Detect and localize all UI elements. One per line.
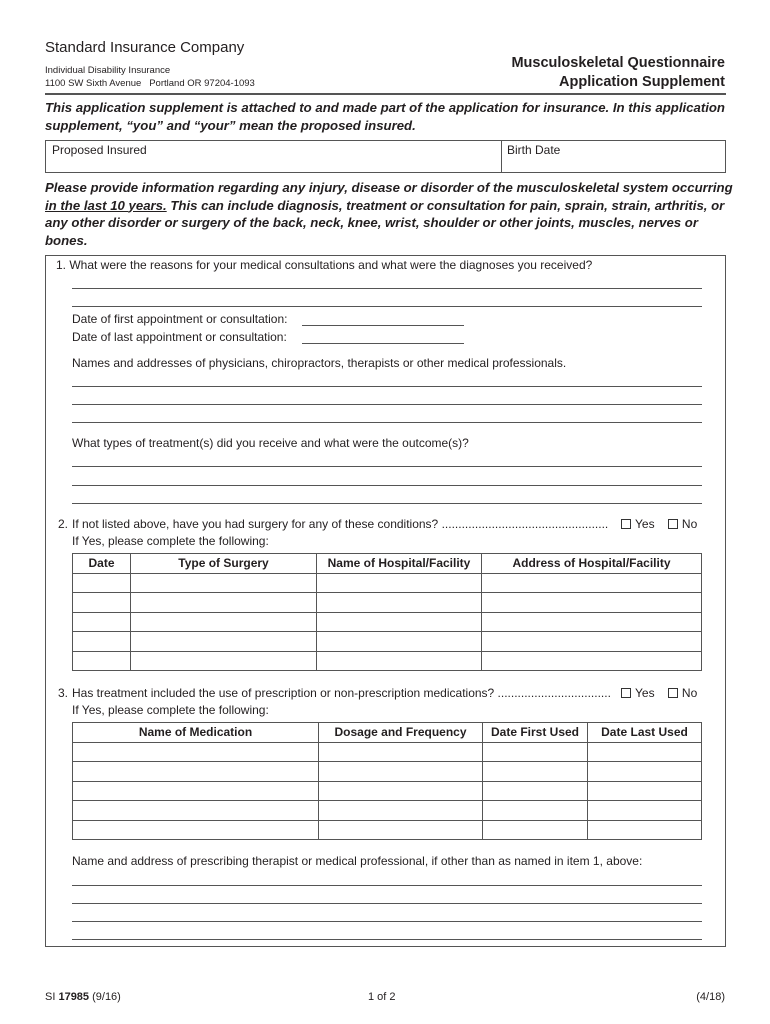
q3-number: 3. [58, 686, 69, 700]
q2-ifyes: If Yes, please complete the following: [72, 534, 269, 548]
table-cell[interactable] [482, 573, 702, 593]
q2-no-checkbox[interactable] [668, 517, 697, 531]
answer-line[interactable] [72, 404, 702, 405]
last-date-line[interactable] [302, 343, 464, 344]
q2-number: 2. [58, 517, 69, 531]
table-cell[interactable] [588, 762, 702, 782]
table-cell[interactable] [319, 742, 483, 762]
table-row [73, 632, 702, 652]
revision-date: (4/18) [696, 991, 725, 1003]
instructions-post: This can include diagnosis, treatment or consultation for pain, sprain, strain, arthritis, or any other disorder or surgery of the back, neck, knee, wrist, shoulder or other joints, muscles, nerves or bones. [45, 197, 725, 248]
no-label: No [681, 517, 698, 531]
table-cell[interactable] [482, 632, 702, 652]
table-cell[interactable] [482, 593, 702, 613]
table-row [73, 762, 702, 782]
instructions-text [45, 179, 735, 249]
q2-yes-no [621, 517, 697, 531]
divider [501, 141, 502, 172]
table-cell[interactable] [483, 820, 588, 840]
table-cell[interactable] [73, 593, 131, 613]
surgery-table [72, 553, 702, 671]
col-hospital-name: Name of Hospital/Facility [317, 554, 482, 574]
table-cell[interactable] [483, 762, 588, 782]
table-cell[interactable] [131, 573, 317, 593]
form-date: (9/16) [89, 991, 121, 1003]
answer-line[interactable] [72, 288, 702, 289]
answer-line[interactable] [72, 466, 702, 467]
instructions-underlined: in the last 10 years. [45, 197, 167, 213]
q3-text: Has treatment included the use of prescription or non-prescription medications? .................................. [72, 686, 611, 700]
table-cell[interactable] [317, 612, 482, 632]
yes-label: Yes [635, 517, 655, 531]
q2-yes-checkbox[interactable] [621, 517, 655, 531]
table-cell[interactable] [483, 781, 588, 801]
answer-line[interactable] [72, 903, 702, 904]
answer-line[interactable] [72, 885, 702, 886]
form-number: 17985 [58, 991, 90, 1003]
insured-box [45, 140, 726, 173]
table-cell[interactable] [73, 801, 319, 821]
table-cell[interactable] [588, 820, 702, 840]
table-cell[interactable] [73, 651, 131, 671]
table-cell[interactable] [131, 612, 317, 632]
last-date-label: Date of last appointment or consultation: [72, 330, 287, 344]
q1-text: 1. What were the reasons for your medical consultations and what were the diagnoses you received? [56, 258, 593, 272]
form-subtitle: Application Supplement [559, 74, 725, 90]
table-cell[interactable] [482, 651, 702, 671]
prescriber-label: Name and address of prescribing therapist or medical professional, if other than as named in item 1, above: [72, 854, 643, 868]
col-date-last-used: Date Last Used [588, 723, 702, 743]
table-cell[interactable] [588, 801, 702, 821]
table-cell[interactable] [319, 820, 483, 840]
table-cell[interactable] [73, 742, 319, 762]
proposed-insured-label: Proposed Insured [52, 143, 147, 157]
table-row [73, 651, 702, 671]
col-date: Date [73, 554, 131, 574]
form-title: Musculoskeletal Questionnaire [511, 55, 725, 71]
table-cell[interactable] [317, 573, 482, 593]
table-cell[interactable] [131, 593, 317, 613]
table-cell[interactable] [131, 632, 317, 652]
q3-yes-checkbox[interactable] [621, 686, 655, 700]
names-label: Names and addresses of physicians, chiropractors, therapists or other medical professionals. [72, 356, 567, 370]
col-dosage: Dosage and Frequency [319, 723, 483, 743]
table-cell[interactable] [131, 651, 317, 671]
yes-label: Yes [635, 686, 655, 700]
q3-no-checkbox[interactable] [668, 686, 697, 700]
table-row [73, 781, 702, 801]
table-cell[interactable] [73, 820, 319, 840]
table-cell[interactable] [73, 612, 131, 632]
col-hospital-address: Address of Hospital/Facility [482, 554, 702, 574]
table-cell[interactable] [317, 651, 482, 671]
answer-line[interactable] [72, 921, 702, 922]
table-cell[interactable] [319, 762, 483, 782]
q2-text: If not listed above, have you had surgery for any of these conditions? .................................................. [72, 517, 609, 531]
table-cell[interactable] [482, 612, 702, 632]
table-cell[interactable] [73, 632, 131, 652]
col-medication-name: Name of Medication [73, 723, 319, 743]
table-cell[interactable] [483, 742, 588, 762]
table-cell[interactable] [319, 801, 483, 821]
birth-date-input[interactable] [504, 157, 722, 171]
form-prefix: SI [45, 991, 59, 1003]
table-cell[interactable] [73, 573, 131, 593]
table-row [73, 573, 702, 593]
answer-line[interactable] [72, 939, 702, 940]
table-row [73, 742, 702, 762]
division: Individual Disability Insurance [45, 65, 171, 76]
answer-line[interactable] [72, 503, 702, 504]
table-cell[interactable] [317, 632, 482, 652]
answer-line[interactable] [72, 386, 702, 387]
birth-date-label: Birth Date [507, 143, 561, 157]
table-cell[interactable] [319, 781, 483, 801]
intro-text: This application supplement is attached to and made part of the application for insurance. In this application supplement, “you” and “your” mean the proposed insured. [45, 100, 725, 133]
q3-yes-no [621, 686, 697, 700]
q3-ifyes: If Yes, please complete the following: [72, 703, 269, 717]
company-address: 1100 SW Sixth Avenue Portland OR 97204-1093 [45, 78, 255, 89]
header-rule [45, 93, 726, 95]
answer-line[interactable] [72, 306, 702, 307]
company-name: Standard Insurance Company [45, 39, 245, 56]
answer-line[interactable] [72, 422, 702, 423]
treatment-label: What types of treatment(s) did you receive and what were the outcome(s)? [72, 436, 469, 450]
instructions-pre: Please provide information regarding any injury, disease or disorder of the musculoskeletal system occurring [45, 180, 733, 195]
table-row [73, 820, 702, 840]
table-row [73, 593, 702, 613]
table-row [73, 612, 702, 632]
answer-line[interactable] [72, 485, 702, 486]
first-date-line[interactable] [302, 325, 464, 326]
col-date-first-used: Date First Used [483, 723, 588, 743]
first-date-label: Date of first appointment or consultation: [72, 312, 288, 326]
table-cell[interactable] [73, 781, 319, 801]
table-cell[interactable] [588, 742, 702, 762]
table-row [73, 801, 702, 821]
no-label: No [681, 686, 698, 700]
form-id [45, 991, 121, 1003]
page-number: 1 of 2 [368, 991, 396, 1003]
proposed-insured-input[interactable] [48, 157, 498, 171]
table-cell[interactable] [317, 593, 482, 613]
col-type-of-surgery: Type of Surgery [131, 554, 317, 574]
table-cell[interactable] [483, 801, 588, 821]
table-cell[interactable] [73, 762, 319, 782]
medication-table [72, 722, 702, 840]
table-cell[interactable] [588, 781, 702, 801]
